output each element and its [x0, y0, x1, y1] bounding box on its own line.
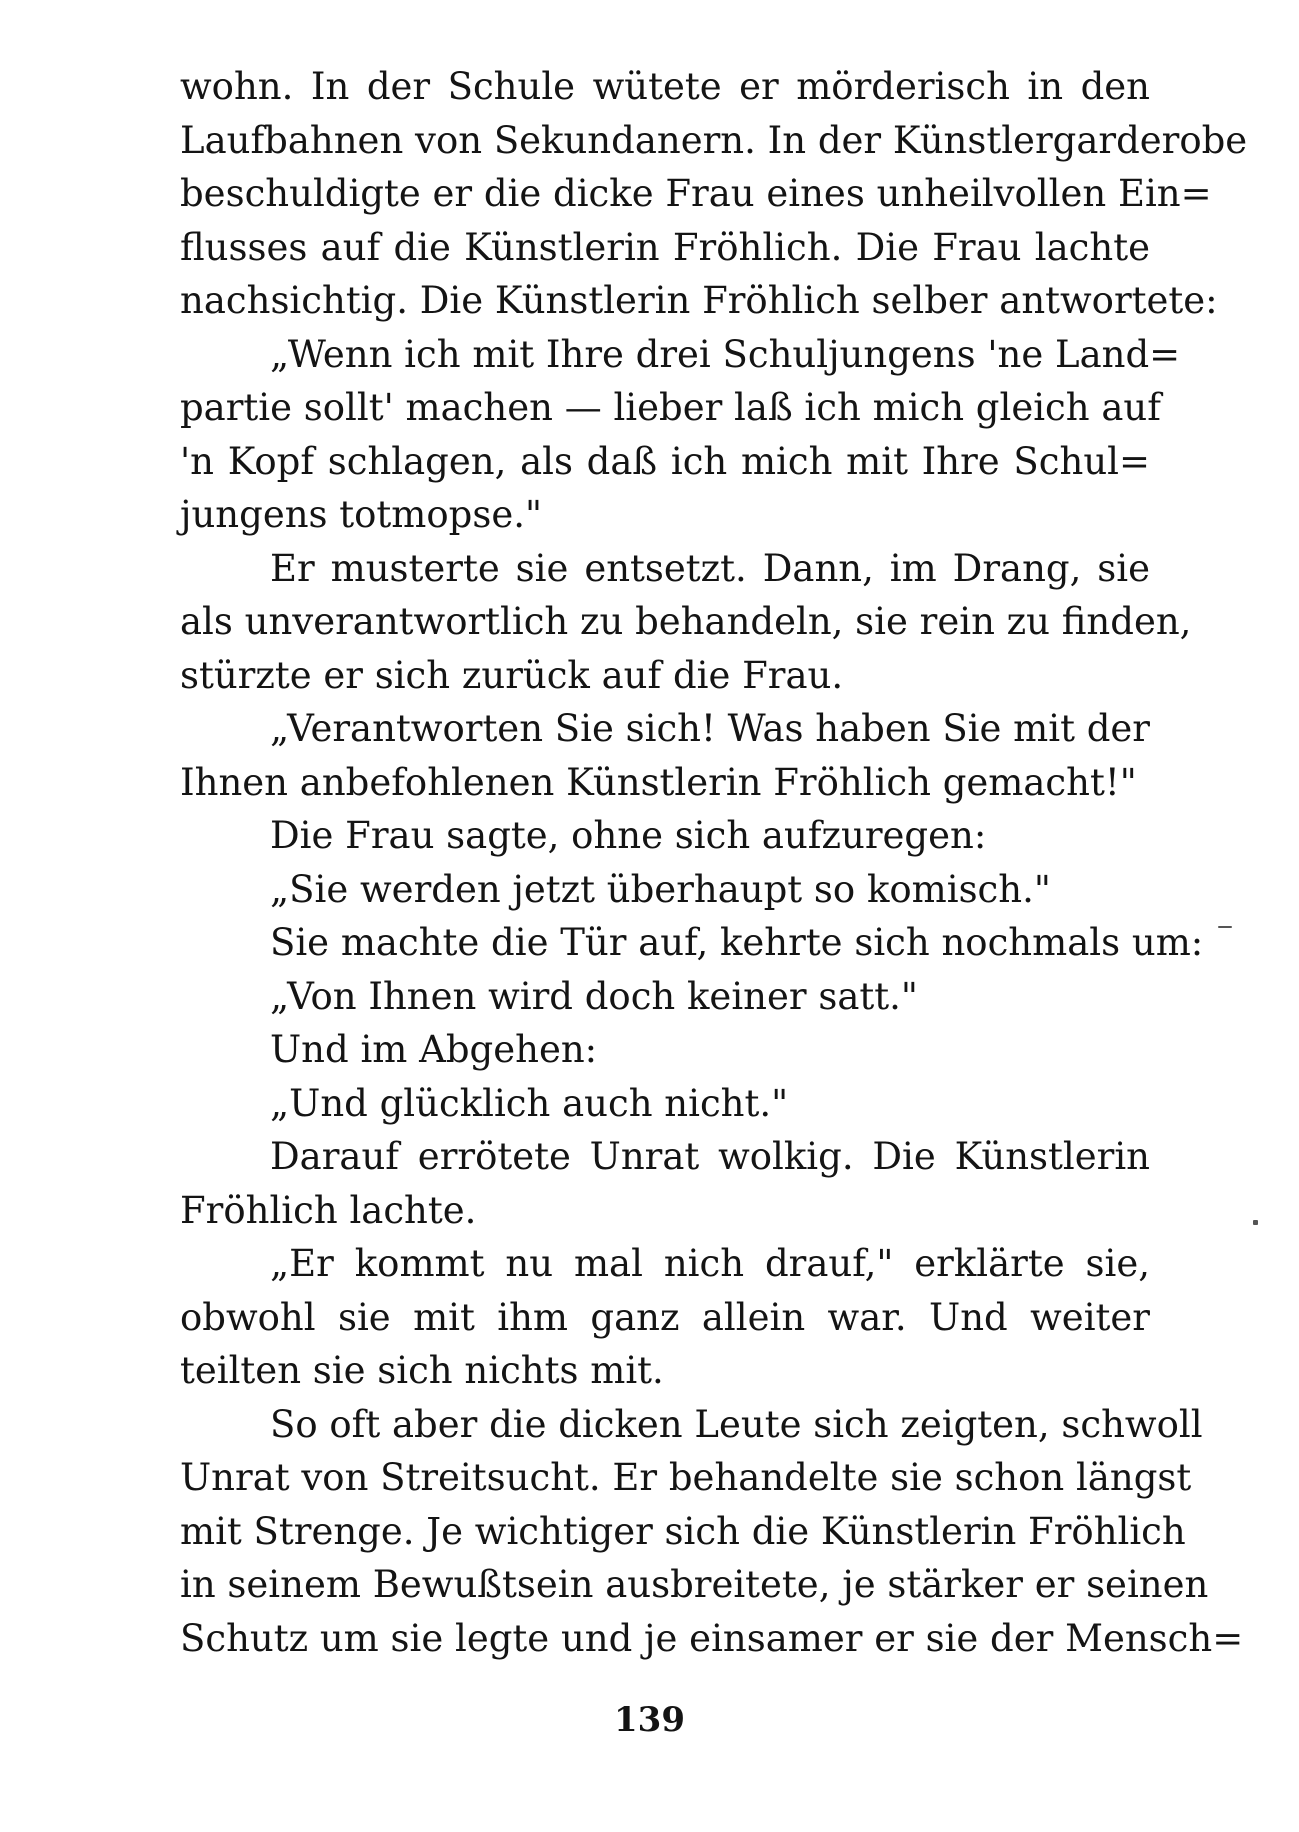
- text-line: mit Strenge. Je wichtiger sich die Künstlerin Fröhlich: [180, 1509, 1186, 1553]
- text-line: Darauf errötete Unrat wolkig. Die Künstlerin: [270, 1135, 1150, 1178]
- text-line: Und im Abgehen:: [270, 1028, 598, 1071]
- text-line: „Verantworten Sie sich! Was haben Sie mit der: [270, 707, 1150, 750]
- text-line: 'n Kopf schlagen, als daß ich mich mit Ihre Schul=: [180, 439, 1150, 483]
- text-line: „Und glücklich auch nicht.": [270, 1081, 789, 1125]
- text-line: wohn. In der Schule wütete er mörderisch in den: [180, 65, 1150, 108]
- text-line: Die Frau sagte, ohne sich aufzuregen:: [270, 814, 987, 857]
- text-line: So oft aber die dicken Leute sich zeigten, schwoll: [270, 1402, 1203, 1446]
- text-line: „Sie werden jetzt überhaupt so komisch.": [270, 867, 1051, 911]
- text-line: Ihnen anbefohlenen Künstlerin Fröhlich gemacht!": [180, 760, 1137, 804]
- text-line: Laufbahnen von Sekundanern. In der Künstlergarderobe: [180, 118, 1248, 162]
- body-text: [180, 60, 1248, 1665]
- text-line: obwohl sie mit ihm ganz allein war. Und weiter: [180, 1295, 1150, 1339]
- page-number: 139: [614, 1700, 685, 1740]
- text-line: als unverantwortlich zu behandeln, sie rein zu finden,: [180, 600, 1192, 643]
- text-line: nachsichtig. Die Künstlerin Fröhlich selber antwortete:: [180, 279, 1218, 322]
- text-line: in seinem Bewußtsein ausbreitete, je stärker er seinen: [180, 1563, 1209, 1606]
- text-line: Sie machte die Tür auf, kehrte sich nochmals um:: [270, 921, 1204, 964]
- text-line: flusses auf die Künstlerin Fröhlich. Die Frau lachte: [180, 225, 1150, 269]
- text-line: partie sollt' machen — lieber laß ich mich gleich auf: [180, 386, 1161, 429]
- text-line: „Er kommt nu mal nich drauf," erklärte sie,: [270, 1242, 1150, 1285]
- text-line: „Wenn ich mit Ihre drei Schuljungens 'ne Land=: [270, 332, 1181, 376]
- text-line: jungens totmopse.": [180, 493, 543, 536]
- text-line: „Von Ihnen wird doch keiner satt.": [270, 974, 918, 1018]
- scan-speck: [1253, 1220, 1258, 1225]
- text-line: Fröhlich lachte.: [180, 1188, 477, 1232]
- text-line: teilten sie sich nichts mit.: [180, 1349, 664, 1392]
- text-line: stürzte er sich zurück auf die Frau.: [180, 653, 844, 697]
- text-line: Schutz um sie legte und je einsamer er sie der Mensch=: [180, 1616, 1244, 1660]
- text-line: beschuldigte er die dicke Frau eines unheilvollen Ein=: [180, 172, 1212, 215]
- text-line: Unrat von Streitsucht. Er behandelte sie schon längst: [180, 1456, 1192, 1499]
- text-line: Er musterte sie entsetzt. Dann, im Drang, sie: [270, 546, 1150, 590]
- scan-speck: [1218, 926, 1232, 928]
